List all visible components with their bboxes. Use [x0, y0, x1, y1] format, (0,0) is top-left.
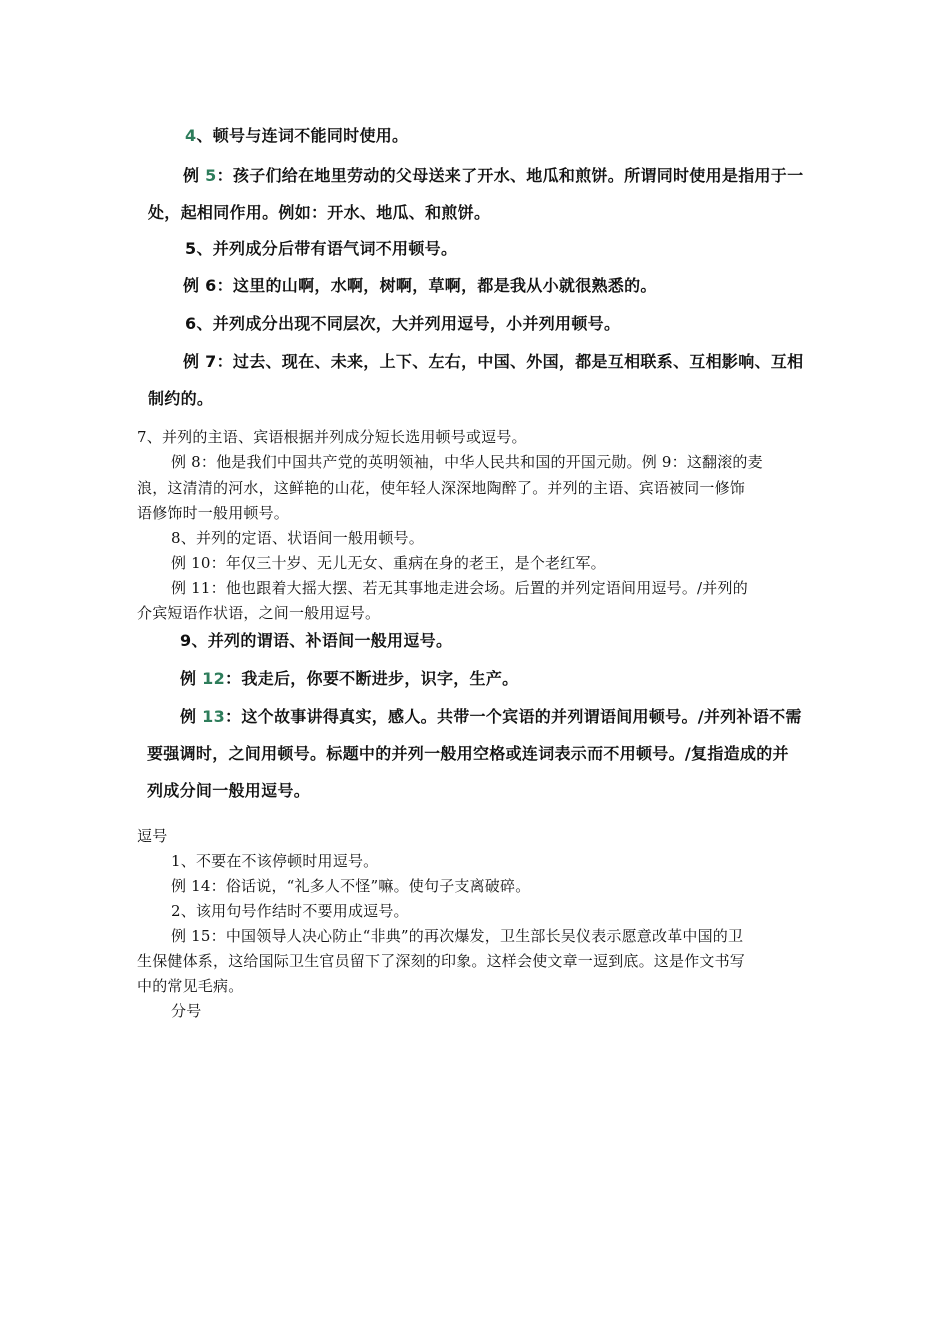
example-13-line-2: 要强调时，之间用顿号。标题中的并列一般用空格或连词表示而不用顿号。/复指造成的并: [147, 744, 789, 763]
example-8-9-line-2: 浪，这清清的河水，这鲜艳的山花，使年轻人深深地陶醉了。并列的主语、宾语被同一修饰: [137, 479, 746, 497]
rule-8-heading: 8、并列的定语、状语间一般用顿号。: [171, 529, 424, 547]
example-15-line-3: 中的常见毛病。: [137, 977, 244, 995]
example-15-line-1: 例 15：中国领导人决心防止“非典”的再次爆发，卫生部长吴仪表示愿意改革中国的卫: [171, 927, 744, 945]
example-5-line-2: 处，起相同作用。例如：开水、地瓜、和煎饼。: [148, 203, 491, 222]
example-10: 例 10：年仅三十岁、无儿无女、重病在身的老王，是个老红军。: [171, 554, 606, 572]
example-5-line-1: 例 5：孩子们给在地里劳动的父母送来了开水、地瓜和煎饼。所谓同时使用是指用于一: [183, 166, 804, 185]
example-7-line-2: 制约的。: [148, 389, 214, 408]
example-11-line-1: 例 11：他也跟着大摇大摆、若无其事地走进会场。后置的并列定语间用逗号。/并列的: [171, 579, 748, 597]
example-6: 例 6：这里的山啊，水啊，树啊，草啊，都是我从小就很熟悉的。: [183, 276, 657, 295]
rule-6-heading: 6、并列成分出现不同层次，大并列用逗号，小并列用顿号。: [185, 314, 621, 333]
example-8-9-line-1: 例 8：他是我们中国共产党的英明领袖，中华人民共和国的开国元勋。例 9：这翻滚的麦: [171, 453, 763, 471]
rule-5-heading: 5、并列成分后带有语气词不用顿号。: [185, 239, 458, 258]
example-7-line-1: 例 7：过去、现在、未来，上下、左右，中国、外国，都是互相联系、互相影响、互相: [183, 352, 804, 371]
example-15-line-2: 生保健体系，这给国际卫生官员留下了深刻的印象。这样会使文章一逗到底。这是作文书写: [137, 952, 746, 970]
example-14: 例 14：俗话说，“礼多人不怪”嘛。使句子支离破碎。: [171, 877, 531, 895]
rule-7-heading: 7、并列的主语、宾语根据并列成分短长选用顿号或逗号。: [137, 428, 527, 446]
example-12: 例 12：我走后，你要不断进步，识字，生产。: [180, 669, 519, 688]
rule-4-heading: 4、顿号与连词不能同时使用。: [185, 126, 409, 145]
example-13-line-3: 列成分间一般用逗号。: [147, 781, 311, 800]
example-11-line-2: 介宾短语作状语，之间一般用逗号。: [137, 604, 381, 622]
rule-9-heading: 9、并列的谓语、补语间一般用逗号。: [180, 631, 453, 650]
example-8-9-line-3: 语修饰时一般用顿号。: [137, 504, 290, 522]
comma-rule-2: 2、该用句号作结时不要用成逗号。: [171, 902, 409, 920]
comma-rule-1: 1、不要在不该停顿时用逗号。: [171, 852, 379, 870]
section-heading-semicolon: 分号: [171, 1002, 202, 1020]
example-13-line-1: 例 13：这个故事讲得真实，感人。共带一个宾语的并列谓语间用顿号。/并列补语不需: [180, 707, 802, 726]
section-heading-comma: 逗号: [137, 827, 168, 845]
